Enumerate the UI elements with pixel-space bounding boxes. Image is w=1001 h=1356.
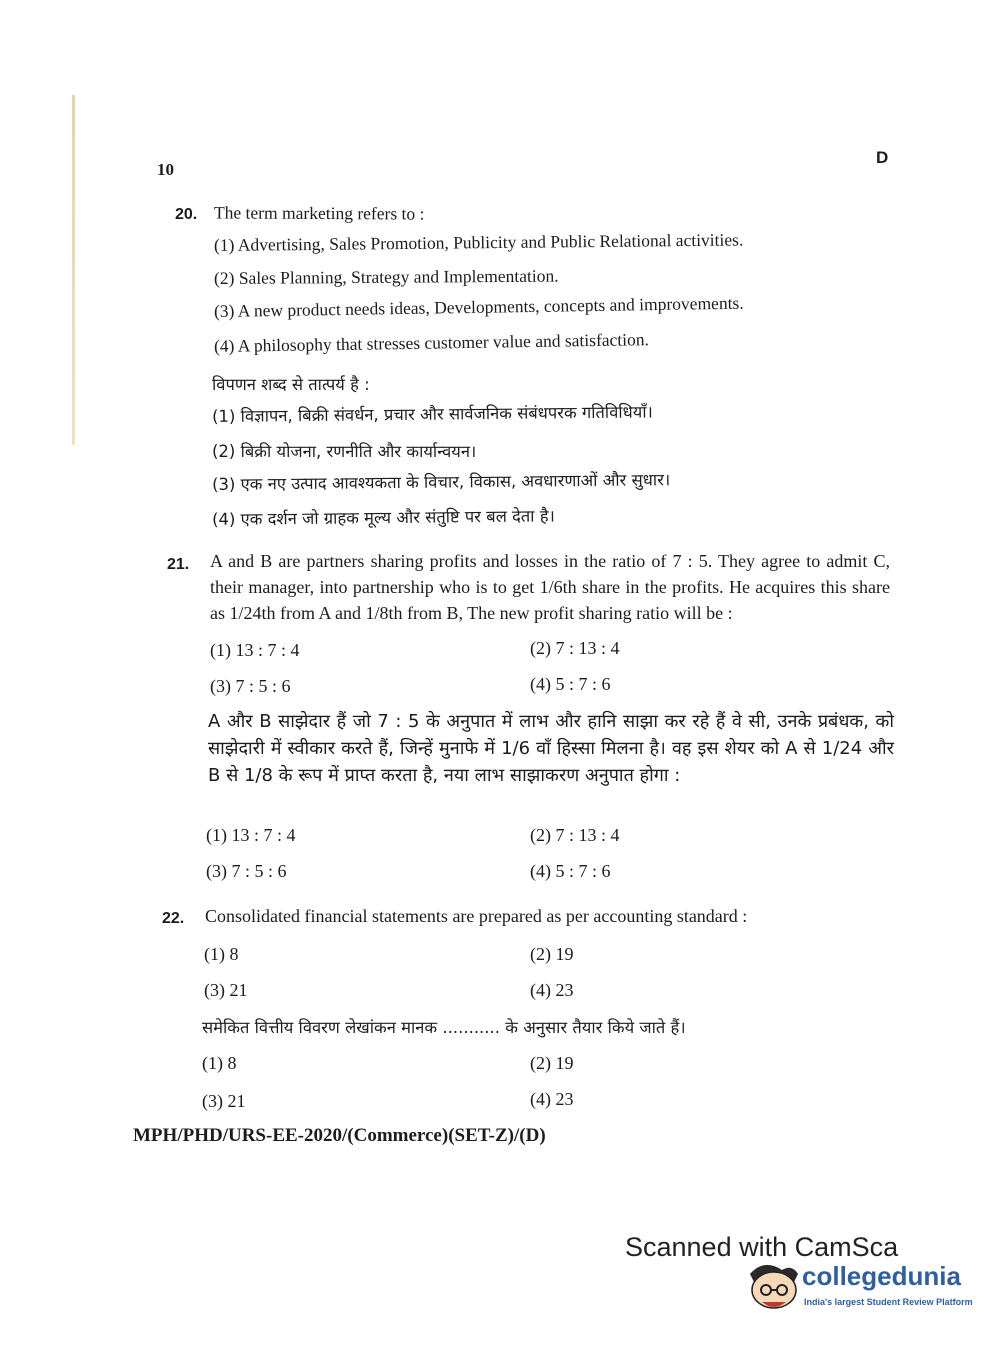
question-text-hi: विपणन शब्द से तात्पर्य है :: [212, 375, 370, 394]
page-edge-shadow: [72, 95, 75, 445]
paper-code-footer: MPH/PHD/URS-EE-2020/(Commerce)(SET-Z)/(D): [133, 1125, 546, 1146]
option-en-2: (2) 7 : 13 : 4: [530, 638, 620, 658]
option-hi-4: (4) एक दर्शन जो ग्राहक मूल्य और संतुष्टि पर बल देता है।: [211, 506, 555, 529]
option-en-4: (4) 23: [530, 980, 574, 1000]
option-hi-3: (3) 21: [202, 1091, 246, 1111]
question-text-hi: A और B साझेदार हैं जो 7 : 5 के अनुपात में लाभ और हानि साझा कर रहे हैं वे सी, उनके प्रबंधक, को साझेदारी में स्वीकार करते हैं, जिन्हें मुनाफे में 1/6 वाँ हिस्सा मिलना है। वह इस शेयर को A से 1/24 और B से 1/8 के रूप में प्राप्त करता है, नया लाभ साझाकरण अनुपात होगा :: [208, 711, 894, 786]
question-number: 20.: [175, 206, 198, 223]
question-text-en: Consolidated financial statements are prepared as per accounting standard :: [205, 906, 748, 926]
set-letter: D: [876, 148, 889, 167]
option-en-3: (3) A new product needs ideas, Developments, concepts and improvements.: [213, 292, 744, 321]
question-text-hi: समेकित वित्तीय विवरण लेखांकन मानक ........... के अनुसार तैयार किये जाते हैं।: [202, 1018, 686, 1037]
option-en-1: (1) 13 : 7 : 4: [210, 640, 300, 660]
option-en-2: (2) 19: [530, 944, 574, 964]
question-text-en: A and B are partners sharing profits and losses in the ratio of 7 : 5. They agree to admit C, their manager, into partnership who is to get 1/6th share in the profits. He acquires this share as 1/24th from A and 1/8th from B, The new profit sharing ratio will be :: [210, 551, 890, 623]
camscanner-watermark: Scanned with CamSca: [625, 1232, 899, 1262]
collegedunia-logo-text: collegedunia: [802, 1261, 961, 1291]
option-hi-4: (4) 23: [530, 1089, 574, 1109]
option-hi-2: (2) 19: [530, 1053, 574, 1073]
question-text-en: The term marketing refers to :: [213, 202, 425, 224]
page-number: 10: [157, 160, 174, 179]
option-hi-2: (2) बिक्री योजना, रणनीति और कार्यान्वयन।: [212, 442, 477, 461]
option-en-4: (4) A philosophy that stresses customer value and satisfaction.: [213, 329, 650, 356]
option-en-2: (2) Sales Planning, Strategy and Implementation.: [213, 265, 559, 288]
option-en-3: (3) 21: [204, 980, 248, 1000]
option-hi-3: (3) एक नए उत्पाद आवश्यकता के विचार, विकास, अवधारणाओं और सुधार।: [211, 470, 671, 494]
question-number: 21.: [167, 556, 190, 573]
question-number: 22.: [162, 910, 185, 927]
option-en-4: (4) 5 : 7 : 6: [530, 674, 611, 694]
option-hi-1: (1) विज्ञापन, बिक्री संवर्धन, प्रचार और सार्वजनिक संबंधपरक गतिविधियाँ।: [211, 402, 653, 426]
option-hi-4: (4) 5 : 7 : 6: [530, 861, 611, 881]
option-hi-1: (1) 13 : 7 : 4: [206, 825, 296, 845]
option-en-3: (3) 7 : 5 : 6: [210, 676, 291, 696]
collegedunia-tagline: India's largest Student Review Platform: [804, 1297, 973, 1307]
option-hi-2: (2) 7 : 13 : 4: [530, 825, 620, 845]
option-hi-3: (3) 7 : 5 : 6: [206, 861, 287, 881]
option-en-1: (1) Advertising, Sales Promotion, Publicity and Public Relational activities.: [213, 229, 744, 255]
option-hi-1: (1) 8: [202, 1053, 237, 1073]
option-en-1: (1) 8: [204, 944, 239, 964]
